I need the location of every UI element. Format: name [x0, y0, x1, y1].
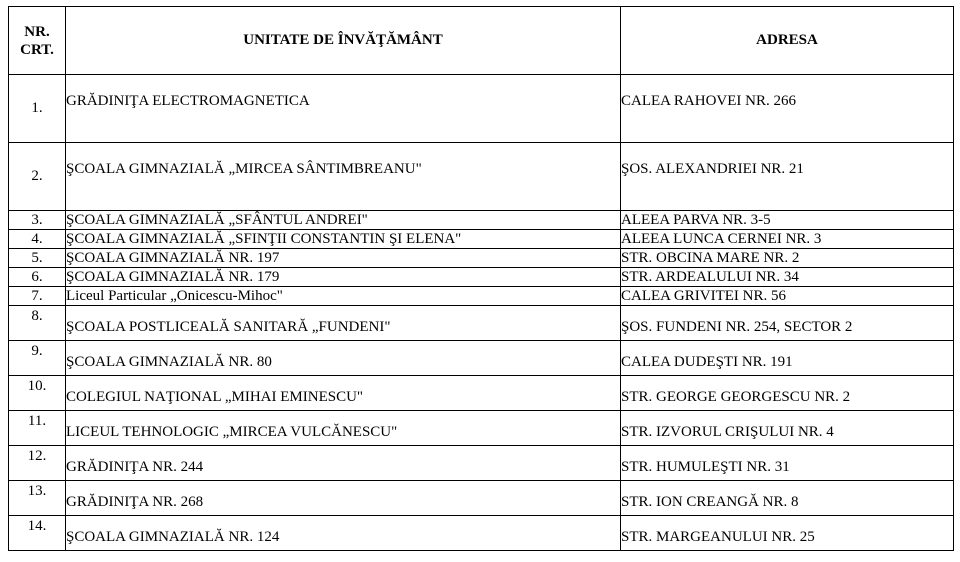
schools-table	[8, 6, 954, 551]
row-unit: ŞCOALA GIMNAZIALĂ „SFINŢII CONSTANTIN ŞI ELENA"	[66, 230, 621, 249]
row-address: STR. GEORGE GEORGESCU NR. 2	[621, 376, 954, 411]
table-row	[9, 341, 954, 376]
row-address: CALEA RAHOVEI NR. 266	[621, 75, 954, 143]
table-row	[9, 516, 954, 551]
row-unit: COLEGIUL NAŢIONAL „MIHAI EMINESCU"	[66, 376, 621, 411]
table-row	[9, 481, 954, 516]
table-row	[9, 211, 954, 230]
header-address: ADRESA	[621, 7, 954, 75]
row-nr: 5.	[9, 249, 66, 268]
table-row	[9, 230, 954, 249]
row-nr: 10.	[9, 376, 66, 411]
row-nr: 13.	[9, 481, 66, 516]
row-unit: GRĂDINIŢA NR. 244	[66, 446, 621, 481]
row-unit: ŞCOALA GIMNAZIALĂ NR. 179	[66, 268, 621, 287]
row-nr: 7.	[9, 287, 66, 306]
table-row	[9, 249, 954, 268]
table-row	[9, 446, 954, 481]
row-nr: 9.	[9, 341, 66, 376]
header-nr-line2: CRT.	[20, 41, 54, 58]
row-nr: 11.	[9, 411, 66, 446]
row-nr: 4.	[9, 230, 66, 249]
row-unit: ŞCOALA GIMNAZIALĂ NR. 197	[66, 249, 621, 268]
table-row	[9, 287, 954, 306]
row-address: ALEEA LUNCA CERNEI NR. 3	[621, 230, 954, 249]
table-row	[9, 268, 954, 287]
row-address: CALEA DUDEŞTI NR. 191	[621, 341, 954, 376]
row-address: STR. HUMULEŞTI NR. 31	[621, 446, 954, 481]
row-nr: 1.	[9, 75, 66, 143]
row-nr: 3.	[9, 211, 66, 230]
table-row	[9, 143, 954, 211]
row-unit: ŞCOALA GIMNAZIALĂ „MIRCEA SÂNTIMBREANU"	[66, 143, 621, 211]
row-nr: 8.	[9, 306, 66, 341]
row-nr: 6.	[9, 268, 66, 287]
row-address: STR. IZVORUL CRIŞULUI NR. 4	[621, 411, 954, 446]
row-address: CALEA GRIVITEI NR. 56	[621, 287, 954, 306]
row-unit: ŞCOALA POSTLICEALĂ SANITARĂ „FUNDENI"	[66, 306, 621, 341]
row-unit: ŞCOALA GIMNAZIALĂ NR. 124	[66, 516, 621, 551]
row-unit: Liceul Particular „Onicescu-Mihoc"	[66, 287, 621, 306]
row-address: ŞOS. ALEXANDRIEI NR. 21	[621, 143, 954, 211]
header-nr-line1: NR.	[24, 23, 50, 40]
header-nr	[9, 7, 66, 75]
row-address: ŞOS. FUNDENI NR. 254, SECTOR 2	[621, 306, 954, 341]
row-nr: 2.	[9, 143, 66, 211]
row-address: ALEEA PARVA NR. 3-5	[621, 211, 954, 230]
row-address: STR. MARGEANULUI NR. 25	[621, 516, 954, 551]
row-address: STR. ION CREANGĂ NR. 8	[621, 481, 954, 516]
header-unit: UNITATE DE ÎNVĂŢĂMÂNT	[66, 7, 621, 75]
row-unit: ŞCOALA GIMNAZIALĂ „SFÂNTUL ANDREI"	[66, 211, 621, 230]
row-address: STR. OBCINA MARE NR. 2	[621, 249, 954, 268]
table-row	[9, 306, 954, 341]
row-unit: GRĂDINIŢA NR. 268	[66, 481, 621, 516]
row-nr: 12.	[9, 446, 66, 481]
row-unit: LICEUL TEHNOLOGIC „MIRCEA VULCĂNESCU"	[66, 411, 621, 446]
table-row	[9, 376, 954, 411]
row-nr: 14.	[9, 516, 66, 551]
row-unit: ŞCOALA GIMNAZIALĂ NR. 80	[66, 341, 621, 376]
row-unit: GRĂDINIŢA ELECTROMAGNETICA	[66, 75, 621, 143]
table-row	[9, 75, 954, 143]
row-address: STR. ARDEALULUI NR. 34	[621, 268, 954, 287]
table-header-row	[9, 7, 954, 75]
table-row	[9, 411, 954, 446]
